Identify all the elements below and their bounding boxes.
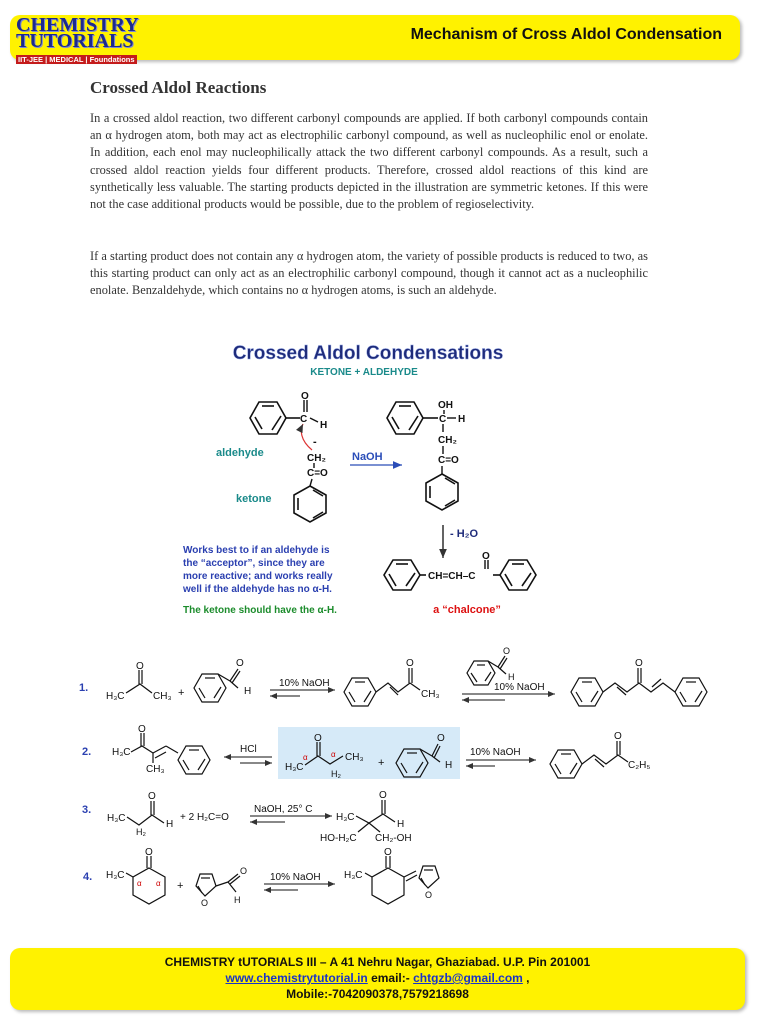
product-carbonyl: C=O	[438, 455, 459, 466]
product-carbon: C	[439, 414, 447, 425]
paragraph-1: In a crossed aldol reaction, two different carbonyl compounds are applied. If both carbonyl compounds contain an α hydrogen atom, both may act as electrophilic carbonyl compound, as well as nucleophilic enol or enolate. In addition, each enol may nucleophilically attack the two different carbonyl compounds. As a result, such a crossed aldol reaction yields four different products. Therefore, crossed aldol reactions of this kind are synthetically less valuable. The starting products depicted in the illustration are symmetric ketones. If this were not the case additional products would be possible, due to the problem of regioselectivity.	[90, 111, 648, 212]
benzaldehyde-r1-h: H	[244, 686, 252, 697]
chalcone-ring-right	[493, 560, 536, 590]
footer-address: CHEMISTRY tUTORIALS III – A 41 Nehru Nagar, Ghaziabad. U.P. Pin 201001	[164, 955, 591, 969]
product-r3	[320, 790, 412, 844]
ethyl-group-r2: C₂H₅	[628, 760, 651, 771]
label-aldehyde: aldehyde	[216, 447, 264, 459]
logo	[16, 14, 139, 64]
svg-text:O: O	[425, 890, 433, 900]
reagent-naoh: NaOH	[352, 451, 383, 463]
benzaldehyde-r1-top-oxygen: O	[503, 646, 511, 656]
svg-text:HO-H₂C: HO-H₂C	[320, 833, 357, 844]
svg-text:CH₃: CH₃	[345, 752, 364, 763]
page-footer	[10, 948, 745, 1010]
ethyl-styryl-ketone-r2-oxygen: O	[614, 731, 622, 742]
reagent-r1b: 10% NaOH	[494, 682, 545, 693]
benzaldehyde-r1-top-h: H	[508, 672, 515, 682]
chalcone-label: a “chalcone”	[433, 604, 501, 616]
logo-line-1: CHEMISTRY	[16, 14, 139, 36]
email-suffix: ,	[522, 971, 530, 985]
note-green: The ketone should have the α-H.	[183, 605, 337, 616]
benzaldehyde-r2-oxygen: O	[437, 733, 445, 744]
svg-text:O: O	[314, 733, 322, 744]
page-header	[10, 14, 740, 64]
svg-text:H₃C: H₃C	[336, 812, 355, 823]
footer-contact-line	[10, 970, 745, 986]
logo-tagline: IIT-JEE | MEDICAL | Foundations	[18, 55, 135, 64]
product-ch2: CH₂	[438, 435, 457, 446]
reaction-1-number: 1.	[79, 682, 89, 694]
figure-subtitle: KETONE + ALDEHYDE	[310, 367, 418, 378]
benzene-ring-ketone	[294, 486, 326, 522]
curved-attack-arrow	[301, 424, 312, 450]
benzaldehyde-r2-h: H	[445, 760, 453, 771]
reagent-r1a: 10% NaOH	[279, 678, 330, 689]
dibenzalacetone-r1-oxygen: O	[635, 658, 643, 669]
enolate-ch2: CH₂	[307, 453, 326, 464]
formaldehyde-r3: + 2 H₂C=O	[180, 812, 229, 823]
reagent-hcl: HCl	[240, 744, 257, 755]
plus-r4: +	[177, 880, 184, 892]
benzene-ring-aldehyde	[250, 402, 300, 434]
svg-text:O: O	[138, 724, 146, 735]
header-title: Mechanism of Cross Aldol Condensation	[410, 26, 722, 43]
reagent-r4: 10% NaOH	[270, 872, 321, 883]
footer-mobile: Mobile:-7042090378,7579218698	[286, 987, 469, 1001]
svg-text:H₃C: H₃C	[112, 747, 131, 758]
furfural-r4	[196, 874, 240, 896]
benzalacetone-r1-oxygen: O	[406, 658, 414, 669]
chalcone-formula: CH=CH–C	[428, 571, 476, 582]
note-line-1: Works best to if an aldehyde is	[183, 545, 330, 556]
ethyl-styryl-ketone-r2	[550, 741, 628, 778]
svg-text:H₃C: H₃C	[106, 691, 125, 702]
svg-text:α: α	[331, 750, 336, 759]
methylcyclohexanone-r4	[106, 847, 165, 904]
benzalacetone-r1-ch3: CH₃	[421, 689, 440, 700]
benzene-ring-product	[387, 402, 438, 434]
svg-text:H₃C: H₃C	[344, 870, 363, 881]
ketone-carbonyl: C=O	[307, 468, 328, 479]
figure-title: Crossed Aldol Condensations	[232, 343, 504, 364]
svg-text:O: O	[379, 790, 387, 801]
benzaldehyde-r1-oxygen: O	[236, 658, 244, 669]
note-line-4: well if the aldehyde has no α-H.	[183, 584, 332, 595]
condensed-product-r2	[112, 724, 210, 775]
svg-text:O: O	[301, 391, 309, 402]
svg-text:O: O	[136, 661, 144, 672]
plus-r1: +	[178, 687, 185, 699]
product-oh: OH	[438, 400, 453, 411]
svg-text:H₃C: H₃C	[106, 870, 125, 881]
note-line-3: more reactive; and works really	[183, 571, 333, 582]
benzaldehyde-r1	[194, 669, 240, 702]
svg-text:H: H	[166, 819, 174, 830]
reaction-2-number: 2.	[82, 746, 92, 758]
reagent-r2: 10% NaOH	[470, 747, 521, 758]
furfural-carbonyl-oxygen: O	[240, 866, 248, 876]
email-link[interactable]: chtgzb@gmail.com	[413, 971, 523, 985]
svg-text:α: α	[156, 879, 161, 888]
website-link[interactable]: www.chemistrytutorial.in	[225, 971, 368, 985]
svg-text:O: O	[148, 791, 156, 802]
aldehyde-carbonyl	[300, 391, 327, 431]
svg-text:H: H	[320, 420, 328, 431]
logo-line-2: TUTORIALS	[16, 30, 134, 52]
crossed-aldol-figure	[0, 330, 768, 940]
benzalacetone-r1	[344, 668, 420, 706]
svg-text:α: α	[303, 753, 308, 762]
product-h: H	[458, 414, 466, 425]
paragraph-2: If a starting product does not contain any α hydrogen atom, the variety of possible products is reduced to two, as this starting product can only act as an electrophilic carbonyl compound, though it cannot act as a nucleophilic enolate. Benzaldehyde, which contains no α hydrogen atoms, is such an aldehyde.	[90, 249, 648, 298]
label-ketone: ketone	[236, 493, 272, 505]
product-r4	[344, 847, 439, 904]
section-title: Crossed Aldol Reactions	[90, 78, 267, 97]
propanal-r3	[107, 791, 173, 837]
benzaldehyde-r1-top	[467, 656, 507, 685]
svg-text:O: O	[384, 847, 392, 858]
email-label: email:-	[367, 971, 414, 985]
dibenzalacetone-r1	[571, 668, 707, 706]
chalcone-oxygen: O	[482, 551, 490, 562]
furfural-h: H	[234, 895, 241, 905]
acetone-r1	[106, 661, 172, 702]
furfural-ring-oxygen: O	[201, 898, 209, 908]
svg-text:H: H	[397, 819, 405, 830]
svg-text:O: O	[145, 847, 153, 858]
reaction-3-number: 3.	[82, 804, 92, 816]
benzene-ring-product-2	[426, 474, 458, 510]
note-line-2: the “acceptor”, since they are	[183, 558, 325, 569]
svg-text:C: C	[300, 414, 308, 425]
reaction-4-number: 4.	[83, 871, 93, 883]
reagent-r3: NaOH, 25° C	[254, 804, 313, 815]
svg-text:CH₂-OH: CH₂-OH	[375, 833, 412, 844]
svg-text:H₂: H₂	[331, 769, 341, 779]
svg-text:H₃C: H₃C	[107, 813, 126, 824]
chalcone-ring-left	[384, 560, 426, 590]
svg-text:CH₃: CH₃	[146, 764, 165, 775]
svg-text:α: α	[137, 879, 142, 888]
carbanion-charge: -	[313, 436, 317, 448]
svg-text:H₂: H₂	[136, 827, 146, 837]
svg-text:H₃C: H₃C	[285, 762, 304, 773]
minus-water: - H₂O	[450, 528, 479, 540]
plus-r2: +	[378, 757, 385, 769]
svg-text:CH₃: CH₃	[153, 691, 172, 702]
